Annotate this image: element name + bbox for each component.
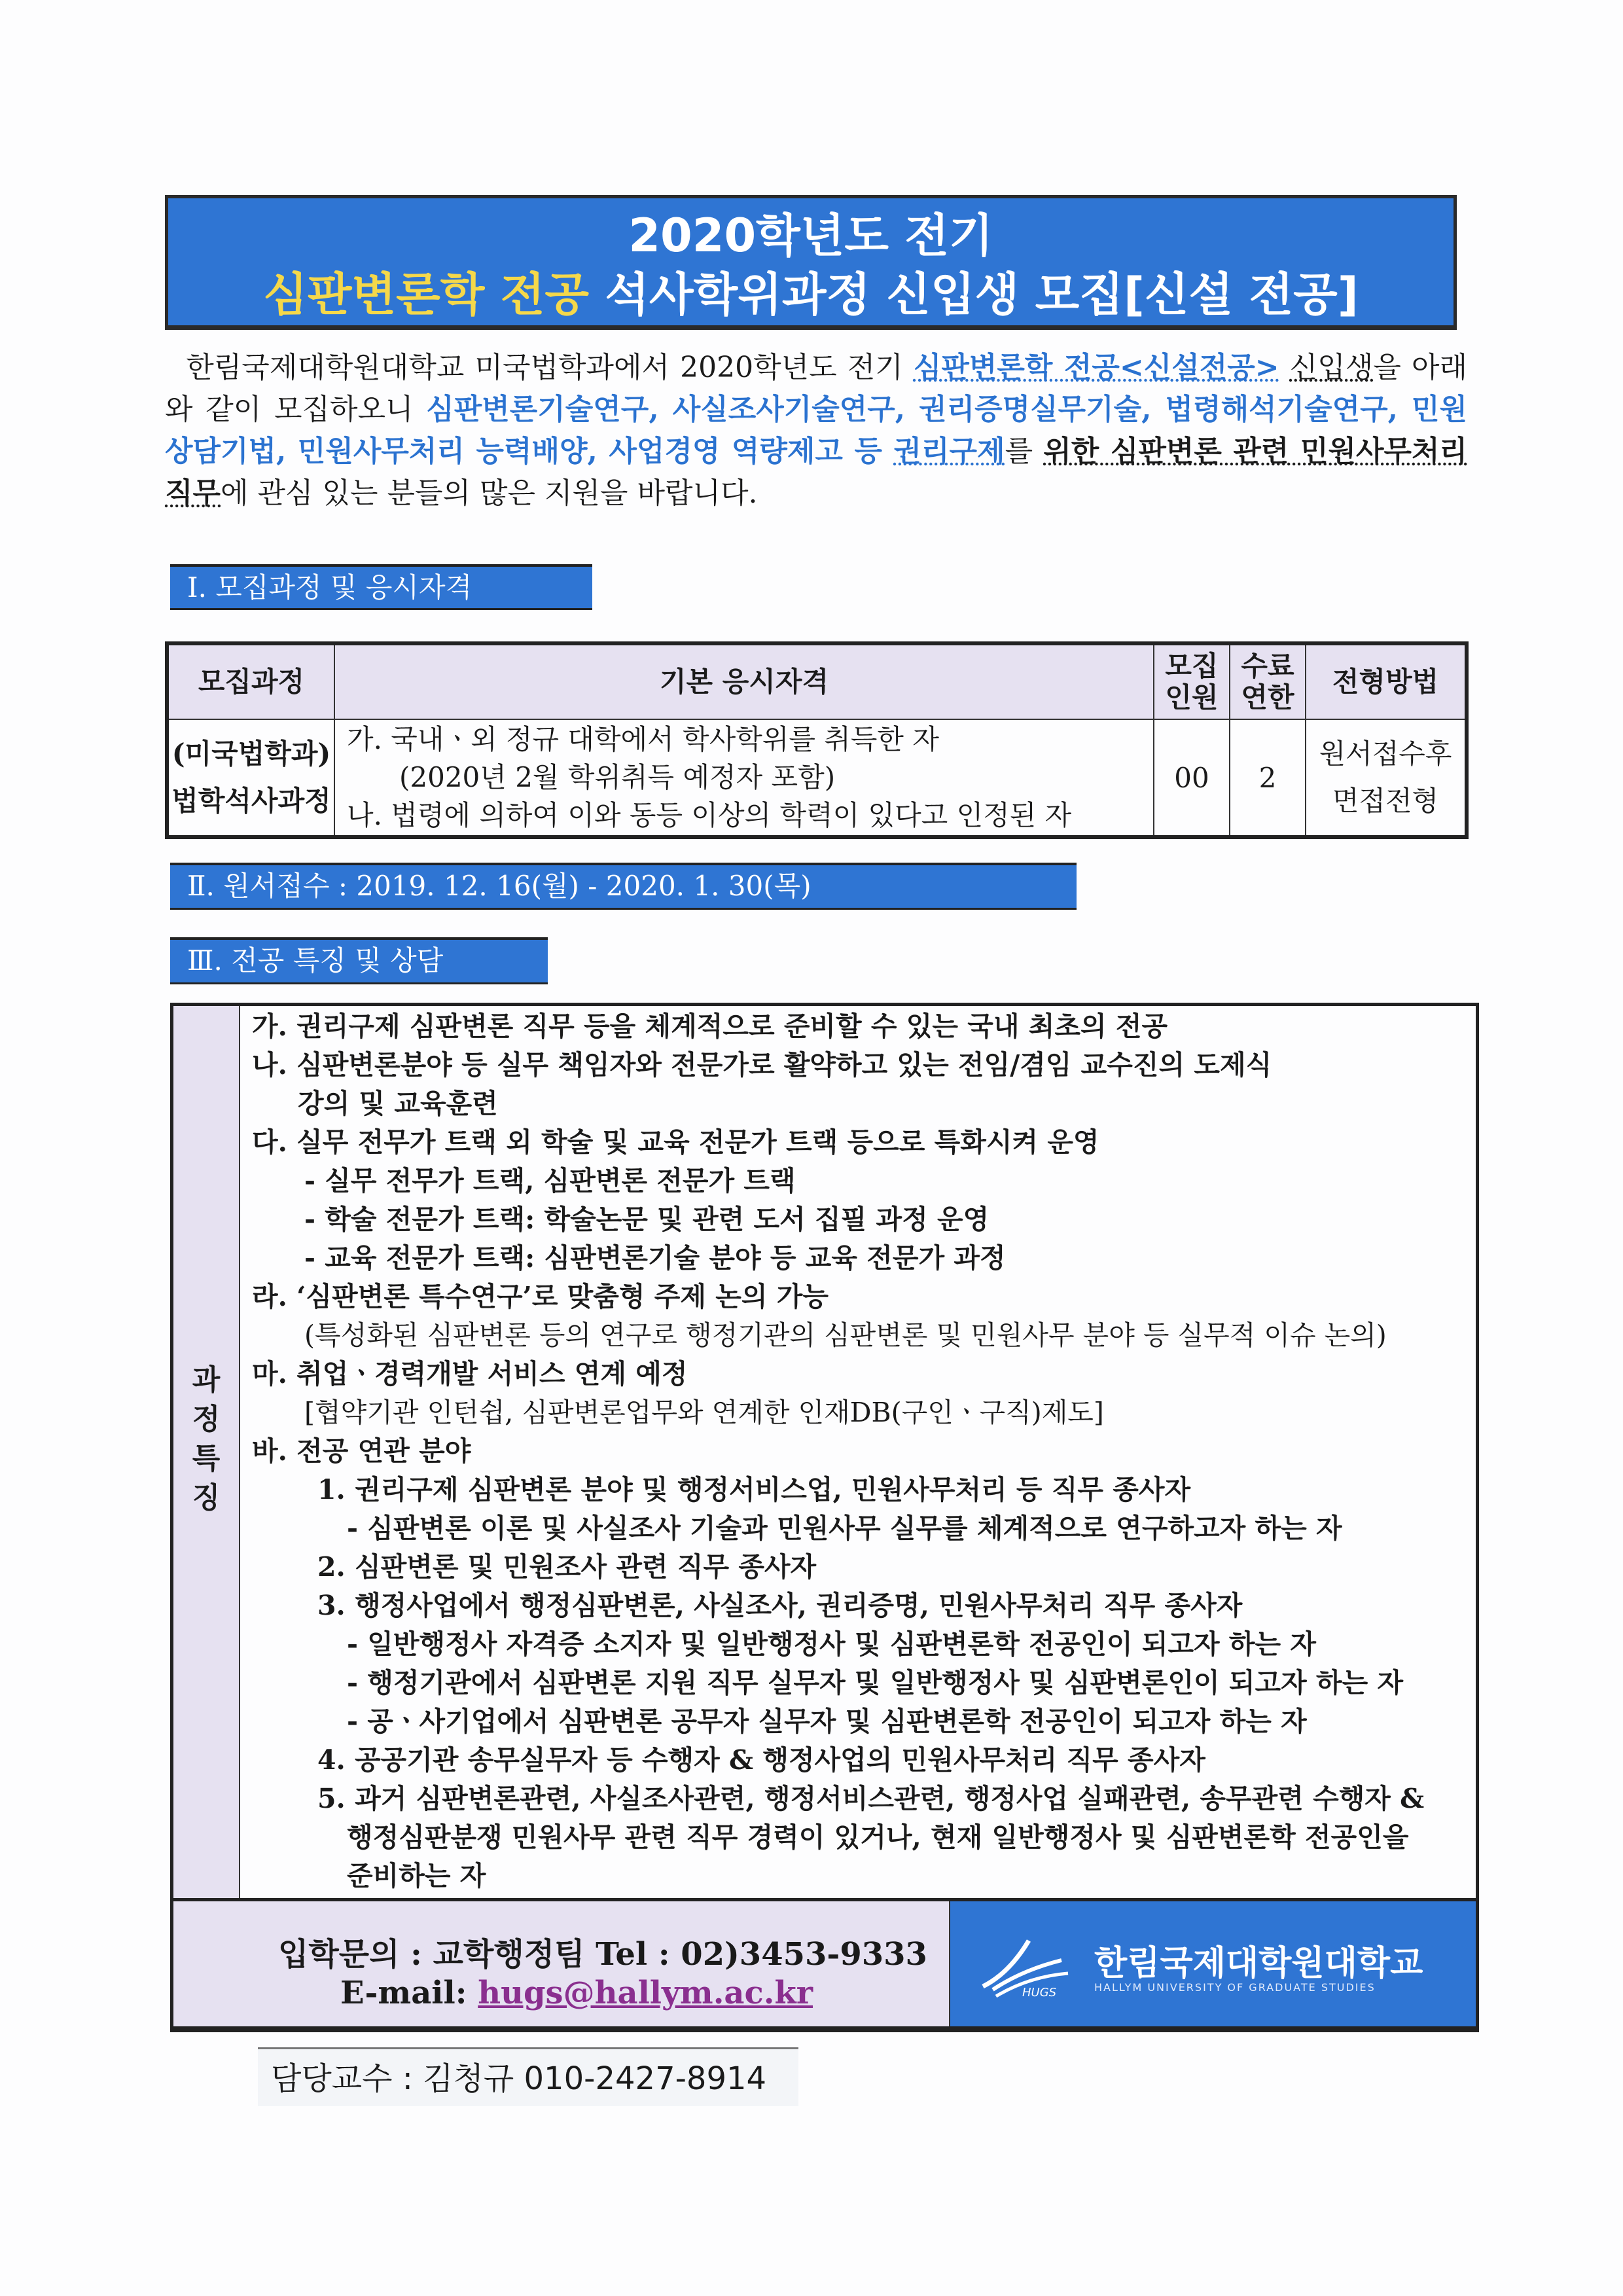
method-cell bbox=[1306, 719, 1467, 837]
intro-text: 신입생 bbox=[1289, 351, 1374, 384]
qualification-cell bbox=[334, 719, 1154, 837]
section-3-heading: Ⅲ. 전공 특징 및 상담 bbox=[170, 937, 548, 984]
intro-remedy: 권리구제 bbox=[893, 435, 1005, 468]
email-label: E-mail: bbox=[340, 1975, 478, 2011]
title-rest: 석사학위과정 신입생 모집[신설 전공] bbox=[588, 268, 1359, 321]
hugs-logo-icon bbox=[970, 1934, 1081, 2000]
qual-1-note: (2020년 2월 학위취득 예정자 포함) bbox=[399, 761, 836, 793]
method-1: 원서접수후 bbox=[1319, 738, 1452, 770]
feature-line: - 행정기관에서 심판변론 지원 직무 실무자 및 일반행정사 및 심판변론인이 되고자 하는 자 bbox=[347, 1667, 1404, 1698]
intro-major: 심판변론학 전공<신설전공> bbox=[913, 351, 1279, 384]
intro-skills: 심판변론기술연구, 사실조사기술연구, 권리증명실무기술, 법령해석기술연구, 민원상담기법, 민원사무처리 능력배양, 사업경영 역량제고 등 bbox=[165, 393, 1467, 468]
contact-bar bbox=[170, 1901, 1479, 2032]
feature-line: 1. 권리구제 심판변론 분야 및 행정서비스업, 민원사무처리 등 직무 종사자 bbox=[317, 1474, 1191, 1505]
feature-line: - 실무 전무가 트랙, 심판변론 전문가 트랙 bbox=[304, 1165, 796, 1196]
feature-line: 가. 권리구제 심판변론 직무 등을 체계적으로 준비할 수 있는 국내 최초의 전공 bbox=[252, 1011, 1168, 1042]
feature-line: - 학술 전문가 트랙: 학술논문 및 관련 도서 집필 과정 운영 bbox=[304, 1204, 990, 1235]
intro-text: 한림국제대학원대학교 미국법학과에서 2020학년도 전기 bbox=[186, 351, 914, 384]
years-cell: 2 bbox=[1230, 719, 1306, 837]
requirements-table bbox=[165, 641, 1469, 839]
course-dept: (미국법학과) bbox=[171, 738, 331, 770]
side-char: 정 bbox=[192, 1403, 221, 1436]
course-cell bbox=[167, 719, 334, 837]
feature-line: 라. ‘심판변론 특수연구’로 맞춤형 주제 논의 가능 bbox=[252, 1281, 829, 1312]
table-header-row bbox=[167, 643, 1467, 719]
feature-line: - 심판변론 이론 및 사실조사 기술과 민원사무 실무를 체계적으로 연구하고자 하는 자 bbox=[347, 1513, 1342, 1544]
header-course: 모집과정 bbox=[167, 643, 334, 719]
feature-line: - 교육 전문가 트랙: 심판변론기술 분야 등 교육 전문가 과정 bbox=[304, 1242, 1006, 1274]
method-2: 면접전형 bbox=[1332, 785, 1439, 817]
features-side-label bbox=[173, 1006, 240, 1898]
intro-text: 를 bbox=[1005, 435, 1044, 468]
header-quota: 모집 인원 bbox=[1154, 643, 1230, 719]
contact-info bbox=[173, 1901, 950, 2026]
inquiry-text: 입학문의 : 교학행정팀 Tel : 02)3453-9333 bbox=[278, 1936, 927, 1973]
feature-line: (특성화된 심판변론 등의 연구로 행정기관의 심판변론 및 민원사무 분야 등 실무적 이슈 논의) bbox=[304, 1319, 1387, 1351]
feature-line: 마. 취업ㆍ경력개발 서비스 연계 예정 bbox=[252, 1358, 688, 1390]
feature-line: [협약기관 인턴쉽, 심판변론업무와 연계한 인재DB(구인ㆍ구직)제도] bbox=[304, 1397, 1104, 1428]
email-link[interactable]: hugs@hallym.ac.kr bbox=[478, 1975, 813, 2011]
university-logo bbox=[950, 1901, 1476, 2026]
intro-text: 을 아래와 같이 모집하오니 bbox=[165, 351, 1467, 426]
feature-line: 바. 전공 연관 분야 bbox=[252, 1435, 471, 1467]
feature-line: 4. 공공기관 송무실무자 등 수행자 & 행정사업의 민원사무처리 직무 종사자 bbox=[317, 1744, 1205, 1776]
section-2-heading: Ⅱ. 원서접수 : 2019. 12. 16(월) - 2020. 1. 30(목) bbox=[170, 863, 1077, 910]
feature-line: - 일반행정사 자격증 소지자 및 일반행정사 및 심판변론학 전공인이 되고자 하는 자 bbox=[347, 1628, 1317, 1660]
header-qualification: 기본 응시자격 bbox=[334, 643, 1154, 719]
intro-paragraph bbox=[165, 347, 1467, 514]
feature-line: 다. 실무 전무가 트랙 외 학술 및 교육 전문가 트랙 등으로 특화시켜 운영 bbox=[252, 1126, 1099, 1158]
title-line-2 bbox=[168, 265, 1454, 324]
logo-abbr: HUGS bbox=[1022, 1986, 1057, 2000]
feature-line: 5. 과거 심판변론관련, 사실조사관련, 행정서비스관련, 행정사업 실패관련, 송무관련 수행자 & bbox=[317, 1783, 1425, 1814]
title-major: 심판변론학 전공 bbox=[263, 268, 589, 321]
feature-line: 2. 심판변론 및 민원조사 관련 직무 종사자 bbox=[317, 1551, 817, 1583]
logo-subtitle: HALLYM UNIVERSITY OF GRADUATE STUDIES bbox=[1094, 1981, 1376, 1994]
title-line-1: 2020학년도 전기 bbox=[628, 209, 993, 262]
intro-text: 에 관심 있는 분들의 많은 지원을 바랍니다. bbox=[221, 476, 758, 510]
course-program: 법학석사과정 bbox=[171, 785, 331, 817]
features-box bbox=[170, 1003, 1479, 1901]
side-char: 징 bbox=[192, 1481, 221, 1515]
header-years: 수료 연한 bbox=[1230, 643, 1306, 719]
quota-cell: 00 bbox=[1154, 719, 1230, 837]
professor-contact: 담당교수 : 김청규 010-2427-8914 bbox=[258, 2047, 798, 2106]
table-row bbox=[167, 719, 1467, 837]
header-method: 전형방법 bbox=[1306, 643, 1467, 719]
feature-line: 준비하는 자 bbox=[347, 1860, 486, 1892]
title-banner bbox=[165, 195, 1457, 330]
side-char: 과 bbox=[192, 1363, 221, 1397]
feature-line: 행정심판분쟁 민원사무 관련 직무 경력이 있거나, 현재 일반행정사 및 심판변론학 전공인을 bbox=[347, 1821, 1409, 1853]
logo-name: 한림국제대학원대학교 bbox=[1094, 1944, 1423, 1983]
features-list bbox=[252, 1007, 1469, 1895]
intro-duty: 위한 심판변론 관련 민원사무처리 직무 bbox=[165, 435, 1468, 510]
feature-line: 나. 심판변론분야 등 실무 책임자와 전문가로 활약하고 있는 전임/겸임 교수진의 도제식 bbox=[252, 1049, 1272, 1081]
email-line bbox=[340, 1975, 813, 2011]
feature-line: - 공ㆍ사기업에서 심판변론 공무자 실무자 및 심판변론학 전공인이 되고자 하는 자 bbox=[347, 1706, 1307, 1737]
section-1-heading: Ⅰ. 모집과정 및 응시자격 bbox=[170, 564, 592, 610]
feature-line: 3. 행정사업에서 행정심판변론, 사실조사, 권리증명, 민원사무처리 직무 종사자 bbox=[317, 1590, 1243, 1621]
feature-line: 강의 및 교육훈련 bbox=[298, 1088, 498, 1119]
qual-2: 나. 법령에 의하여 이와 동등 이상의 학력이 있다고 인정된 자 bbox=[347, 799, 1072, 831]
qual-1: 가. 국내ㆍ외 정규 대학에서 학사학위를 취득한 자 bbox=[347, 723, 939, 755]
side-char: 특 bbox=[192, 1442, 221, 1475]
